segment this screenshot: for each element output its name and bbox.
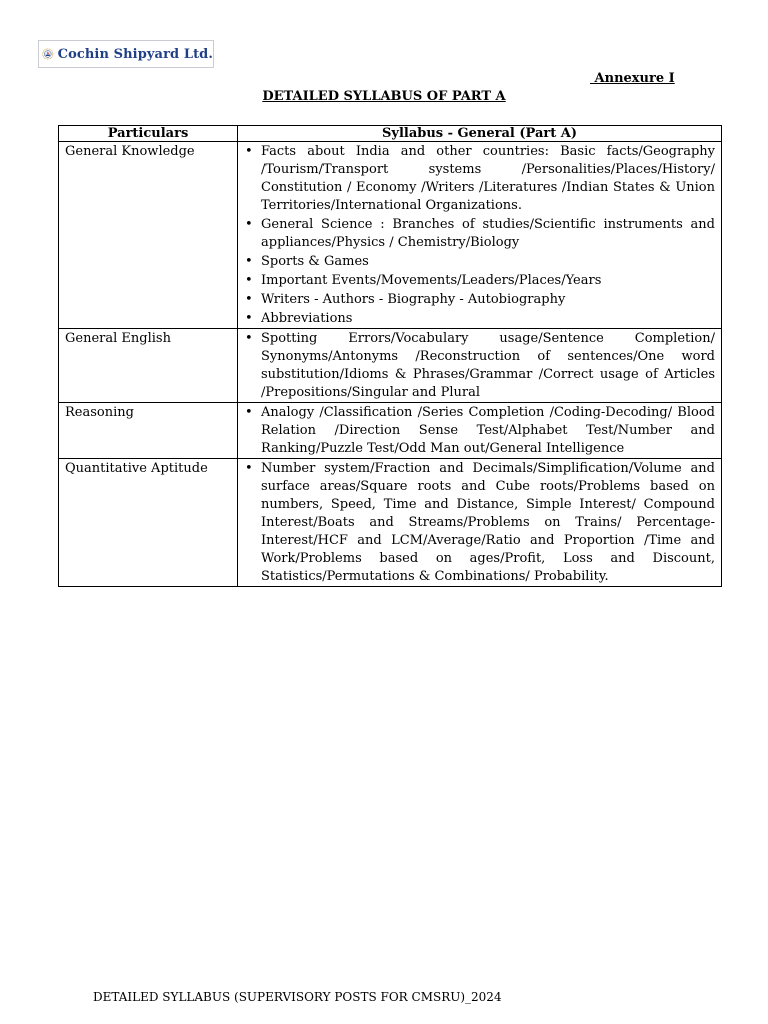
table-row	[59, 142, 722, 329]
topic-list	[241, 403, 715, 458]
topic-list	[241, 459, 715, 586]
syllabus-cell	[238, 459, 722, 587]
particular-cell: General English	[59, 329, 238, 403]
shipyard-emblem-icon	[42, 42, 54, 66]
syllabus-cell	[238, 142, 722, 329]
syllabus-cell	[238, 329, 722, 403]
topic-item: • Sports & Games	[261, 252, 715, 271]
particular-cell: Quantitative Aptitude	[59, 459, 238, 587]
topic-item: • General Science : Branches of studies/Scientific instruments and appliances/Physics / Chemistry/Biology	[261, 215, 715, 252]
topic-item: • Number system/Fraction and Decimals/Simplification/Volume and surface areas/Square roots and Cube roots/Problems based on numbers, Speed, Time and Distance, Simple Interest/ Compound Interest/Boats and Streams/Problems on Trains/ Percentage-Interest/HCF and LCM/Average/Ratio and Proportion /Time and Work/Problems based on ages/Profit, Loss and Discount, Statistics/Permutations & Combinations/ Probability.	[261, 459, 715, 586]
topic-list	[241, 142, 715, 328]
column-header-syllabus: Syllabus - General (Part A)	[238, 126, 722, 142]
syllabus-cell	[238, 403, 722, 459]
topic-item: • Spotting Errors/Vocabulary usage/Sentence Completion/ Synonyms/Antonyms /Reconstruction of sentences/One word substitution/Idioms & Phrases/Grammar /Correct usage of Articles /Prepositions/Singular and Plural	[261, 329, 715, 402]
particular-cell: General Knowledge	[59, 142, 238, 329]
table-row	[59, 403, 722, 459]
page-footer: DETAILED SYLLABUS (SUPERVISORY POSTS FOR CMSRU)_2024	[93, 990, 502, 1004]
annexure-label: Annexure I	[590, 71, 675, 86]
table-row	[59, 459, 722, 587]
topic-item: • Writers - Authors - Biography - Autobiography	[261, 290, 715, 309]
table-header-row	[59, 126, 722, 142]
page-title: DETAILED SYLLABUS OF PART A	[262, 89, 506, 104]
topic-item: • Abbreviations	[261, 309, 715, 328]
topic-list	[241, 329, 715, 402]
company-logo	[38, 40, 214, 68]
topic-item: • Facts about India and other countries: Basic facts/Geography /Tourism/Transport systems /Personalities/Places/History/ Constitution / Economy /Writers /Literatures /Indian States & Union Territories/International Organizations.	[261, 142, 715, 215]
company-name: Cochin Shipyard Ltd.	[57, 46, 213, 62]
particular-cell: Reasoning	[59, 403, 238, 459]
topic-item: • Analogy /Classification /Series Completion /Coding-Decoding/ Blood Relation /Direction Sense Test/Alphabet Test/Number and Ranking/Puzzle Test/Odd Man out/General Intelligence	[261, 403, 715, 458]
column-header-particulars: Particulars	[59, 126, 238, 142]
syllabus-table	[58, 125, 722, 587]
table-row	[59, 329, 722, 403]
topic-item: • Important Events/Movements/Leaders/Places/Years	[261, 271, 715, 290]
